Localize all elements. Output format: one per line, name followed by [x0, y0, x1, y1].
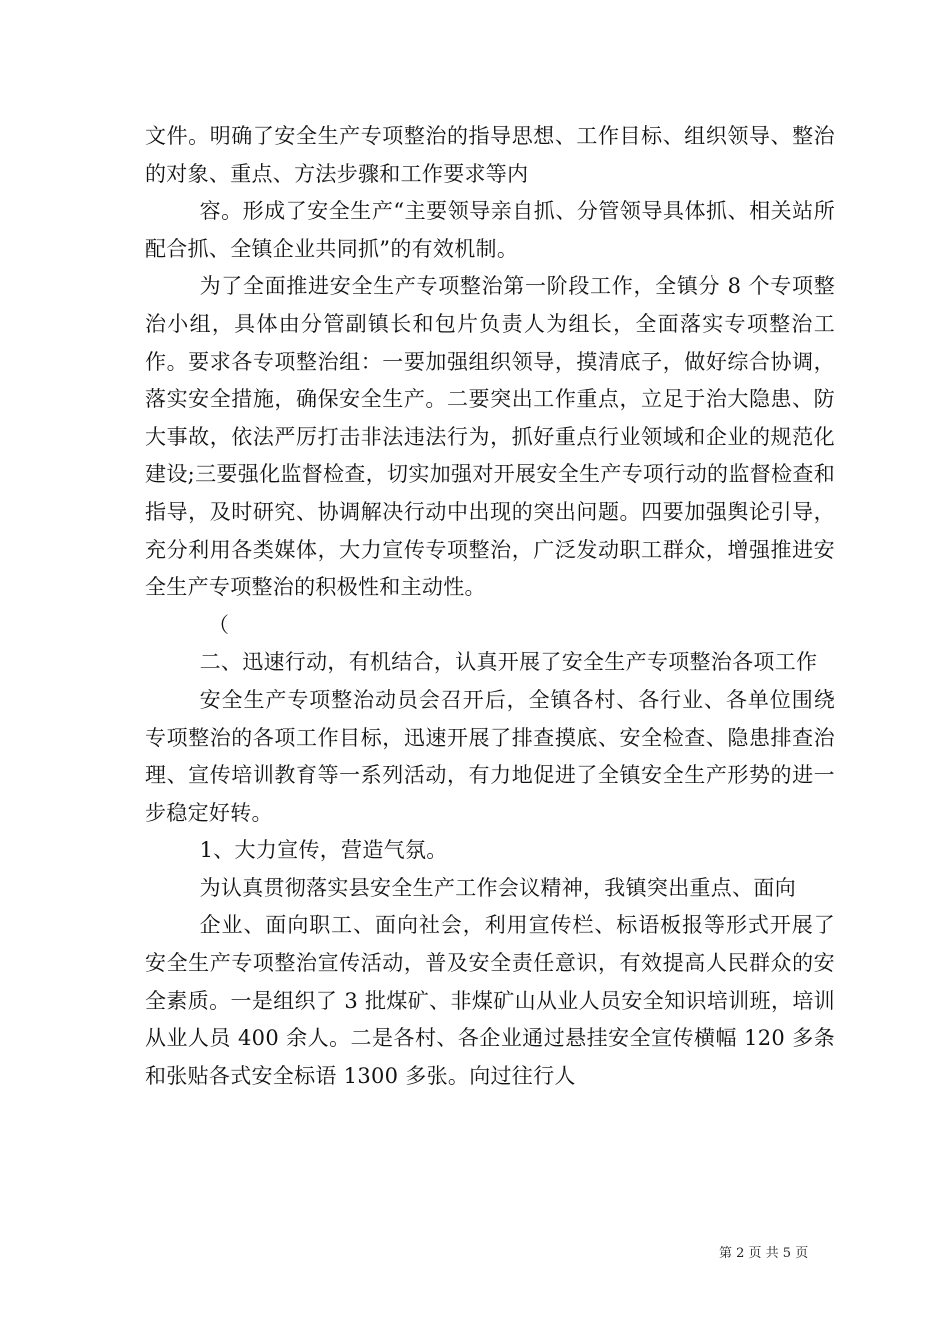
page-number-footer: 第 2 页 共 5 页 [719, 1246, 809, 1261]
paragraph-publicity-activities: 企业、面向职工、面向社会，利用宣传栏、标语板报等形式开展了安全生产专项整治宣传活动，普及安全责任意识，有效提高人民群众的安全素质。一是组织了 3 批煤矿、非煤矿山从业人员安全知识培训班，培训从业人员 400 余人。二是各村、各企业通过悬挂安全宣传横幅 120 多条和张贴各式安全标语 1300 多张。向过往行人 [145, 913, 835, 1088]
paragraph-continuation: 文件。明确了安全生产专项整治的指导思想、工作目标、组织领导、整治的对象、重点、方法步骤和工作要求等内 [145, 124, 835, 186]
paragraph-mobilization: 安全生产专项整治动员会召开后，全镇各村、各行业、各单位围绕专项整治的各项工作目标，迅速开展了排查摸底、安全检查、隐患排查治理、宣传培训教育等一系列活动，有力地促进了全镇安全生产形势的进一步稳定好转。 [145, 687, 835, 825]
paragraph-mechanism: 容。形成了安全生产“主要领导亲自抓、分管领导具体抓、相关站所配合抓、全镇企业共同抓”的有效机制。 [145, 199, 835, 261]
section-heading-2: 二、迅速行动，有机结合，认真开展了安全生产专项整治各项工作 [199, 650, 818, 675]
subheading-publicity: 1、大力宣传，营造气氛。 [199, 838, 448, 863]
document-body [145, 118, 835, 1095]
paragraph-working-groups: 为了全面推进安全生产专项整治第一阶段工作，全镇分 8 个专项整治小组，具体由分管副镇长和包片负责人为组长，全面落实专项整治工作。要求各专项整治组：一要加强组织领导，摸清底子，做好综合协调，落实安全措施，确保安全生产。二要突出工作重点，立足于治大隐患、防大事故，依法严厉打击非法违法行为，抓好重点行业领域和企业的规范化建设;三要强化监督检查，切实加强对开展安全生产专项行动的监督检查和指导，及时研究、协调解决行动中出现的突出问题。四要加强舆论引导，充分利用各类媒体，大力宣传专项整治，广泛发动职工群众，增强推进安全生产专项整治的积极性和主动性。 [145, 274, 835, 600]
paragraph-bracket: （ [208, 612, 230, 637]
paragraph-meeting-spirit: 为认真贯彻落实县安全生产工作会议精神，我镇突出重点、面向 [199, 875, 796, 900]
